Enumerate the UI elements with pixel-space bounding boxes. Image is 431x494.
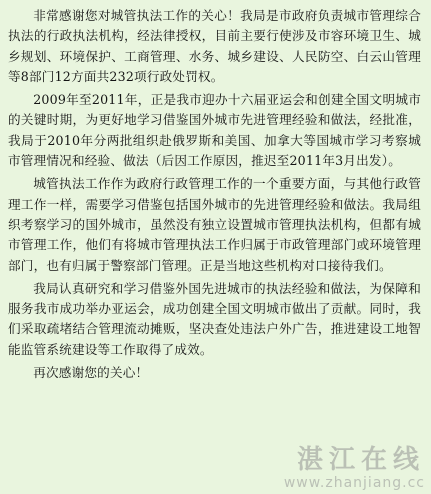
watermark-logo: 湛江在线	[296, 445, 425, 475]
paragraph-closing: 再次感谢您的关心！	[33, 365, 149, 381]
watermark-url: www.zhanjiang.cc	[283, 475, 425, 491]
paragraph-results: 我局认真研究和学习借鉴外国先进城市的执法经验和做法，为保障和服务我市成功举办亚运会，成功创建全国文明城市做出了贡献。同时，我们采取疏堵结合管理流动摊贩，坚决查处违法户外广告，推进建设工地智能监管系统建设等工作取得了成效。	[8, 280, 421, 357]
paragraph-foreign-practice: 城管执法工作作为政府行政管理工作的一个重要方面，与其他行政管理工作一样，需要学习借鉴包括国外城市的先进管理经验和做法。我局组织考察学习的国外城市，虽然没有独立设置城市管理执法机构，但都有城市管理工作，他们有将城市管理执法工作归属于市政管理部门或环境管理部门，也有归属于警察部门管理。正是当地这些机构对口接待我们。	[8, 176, 421, 273]
paragraph-intro: 非常感谢您对城管执法工作的关心！我局是市政府负责城市管理综合执法的行政执法机构，经法律授权，目前主要行使涉及市容环境卫生、城乡规划、环境保护、工商管理、水务、城乡建设、人民防空、白云山管理等8部门12方面共232项行政处罚权。	[8, 8, 421, 84]
paragraph-study-trip: 2009年至2011年，正是我市迎办十六届亚运会和创建全国文明城市的关键时期，为更好地学习借鉴国外城市先进管理经验和做法，经批准，我局于2010年分两批组织赴俄罗斯和美国、加拿大等国城市学习考察城市管理情况和经验、做法（后因工作原因，推迟至2011年3月出发）。	[8, 92, 421, 169]
